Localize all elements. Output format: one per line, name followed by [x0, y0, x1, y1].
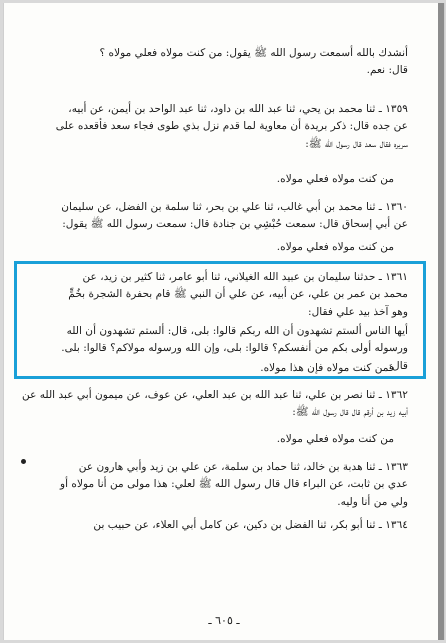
hadith-1362 [20, 387, 408, 422]
book-page [3, 3, 445, 640]
text-line: فمن كنت مولاه فإن هذا مولاه. [260, 362, 394, 374]
saying-1359 [20, 171, 408, 188]
hadith-1364 [20, 517, 408, 534]
page-gutter [438, 3, 444, 640]
text-line: سريره فقال سعد قال رسول الله ﷺ: [305, 137, 408, 150]
saying-1360 [20, 239, 408, 256]
text-line: أنشدك بالله أسمعت رسول الله ﷺ يقول: من كنت مولاه فعلي مولاه ؟ [99, 47, 408, 59]
page-number: ـ ٦٠٥ ـ [208, 614, 240, 627]
hadith-1360 [20, 199, 408, 234]
text-line: ١٣٥٩ ـ ثنا محمد بن يحي، ثنا عبد الله بن داود، ثنا عبد الواحد بن أيمن، عن أبيه، [68, 103, 408, 115]
text-line: من كنت مولاه فعلي مولاه. [276, 433, 394, 445]
text-line: أيها الناس ألستم تشهدون أن الله ربكم قالوا: بلى، قال: ألستم تشهدون أن الله [66, 325, 408, 337]
saying-1362 [20, 431, 408, 448]
hadith-1359 [20, 101, 408, 153]
text-line: عدي بن ثابت، عن البراء قال قال رسول الله ﷺ لعلي: هذا مولى من أنا مولاه أو [59, 478, 408, 491]
text-line: قال: نعم. [366, 64, 408, 77]
text-line: أبيه زيد بن أرقم قال قال رسول الله ﷺ: [292, 406, 408, 419]
text-line: من كنت مولاه فعلي مولاه. [276, 241, 394, 253]
text-line: محمد بن عمر بن علي، عن أبيه، عن علي أن النبي ﷺ قام بحفرة الشجرة بخُمٍّ [68, 288, 408, 301]
text-line: ١٣٦١ ـ حدثنا سليمان بن عبيد الله الغيلاني، ثنا أبو عامر، ثنا كثير بن زيد، عن [82, 271, 408, 283]
text-line: عن أبي إسحاق قال: سمعت حُبْشِي بن جنادة قال: سمعت رسول الله ﷺ يقول: [62, 218, 408, 231]
text-line: ١٣٦٤ ـ ثنا أبو بكر، ثنا الفضل بن دكين، عن كامل أبي العلاء، عن حبيب بن [93, 519, 408, 531]
text-line: ١٣٦٣ ـ ثنا هدبة بن خالد، ثنا حماد بن سلمة، عن علي بن زيد وأبي هارون عن [78, 461, 408, 473]
hadith-1361 [20, 269, 408, 321]
text-line: ١٣٦٢ ـ ثنا نصر بن علي، ثنا عبد الله بن عبد العلي، عن عوف، عن ميمون أبي عبد الله عن [22, 389, 408, 401]
text-line: ورسوله أولى بكم من أنفسكم؟ قالوا: بلى، وإن الله ورسوله مولاكم؟ قالوا: بلى. [61, 342, 408, 355]
text-line: وهو آخذ بيد علي فقال: [308, 305, 408, 318]
paragraph-intro [20, 45, 408, 80]
text-line: ولي من أنا وليه. [337, 495, 408, 508]
text-line: من كنت مولاه فعلي مولاه. [276, 173, 394, 185]
bullet-mark [21, 459, 26, 464]
saying-1361 [20, 360, 408, 377]
text-line: قال: [388, 359, 408, 372]
text-line: عن جده قال: ذكر بريدة أن معاوية لما قدم نزل بذي طوى فجاء سعد فأقعده على [55, 120, 408, 133]
text-line: ١٣٦٠ ـ ثنا محمد بن أبي غالب، ثنا علي بن بحر، ثنا سلمة بن الفضل، عن سليمان [61, 201, 408, 213]
hadith-1363 [20, 459, 408, 511]
